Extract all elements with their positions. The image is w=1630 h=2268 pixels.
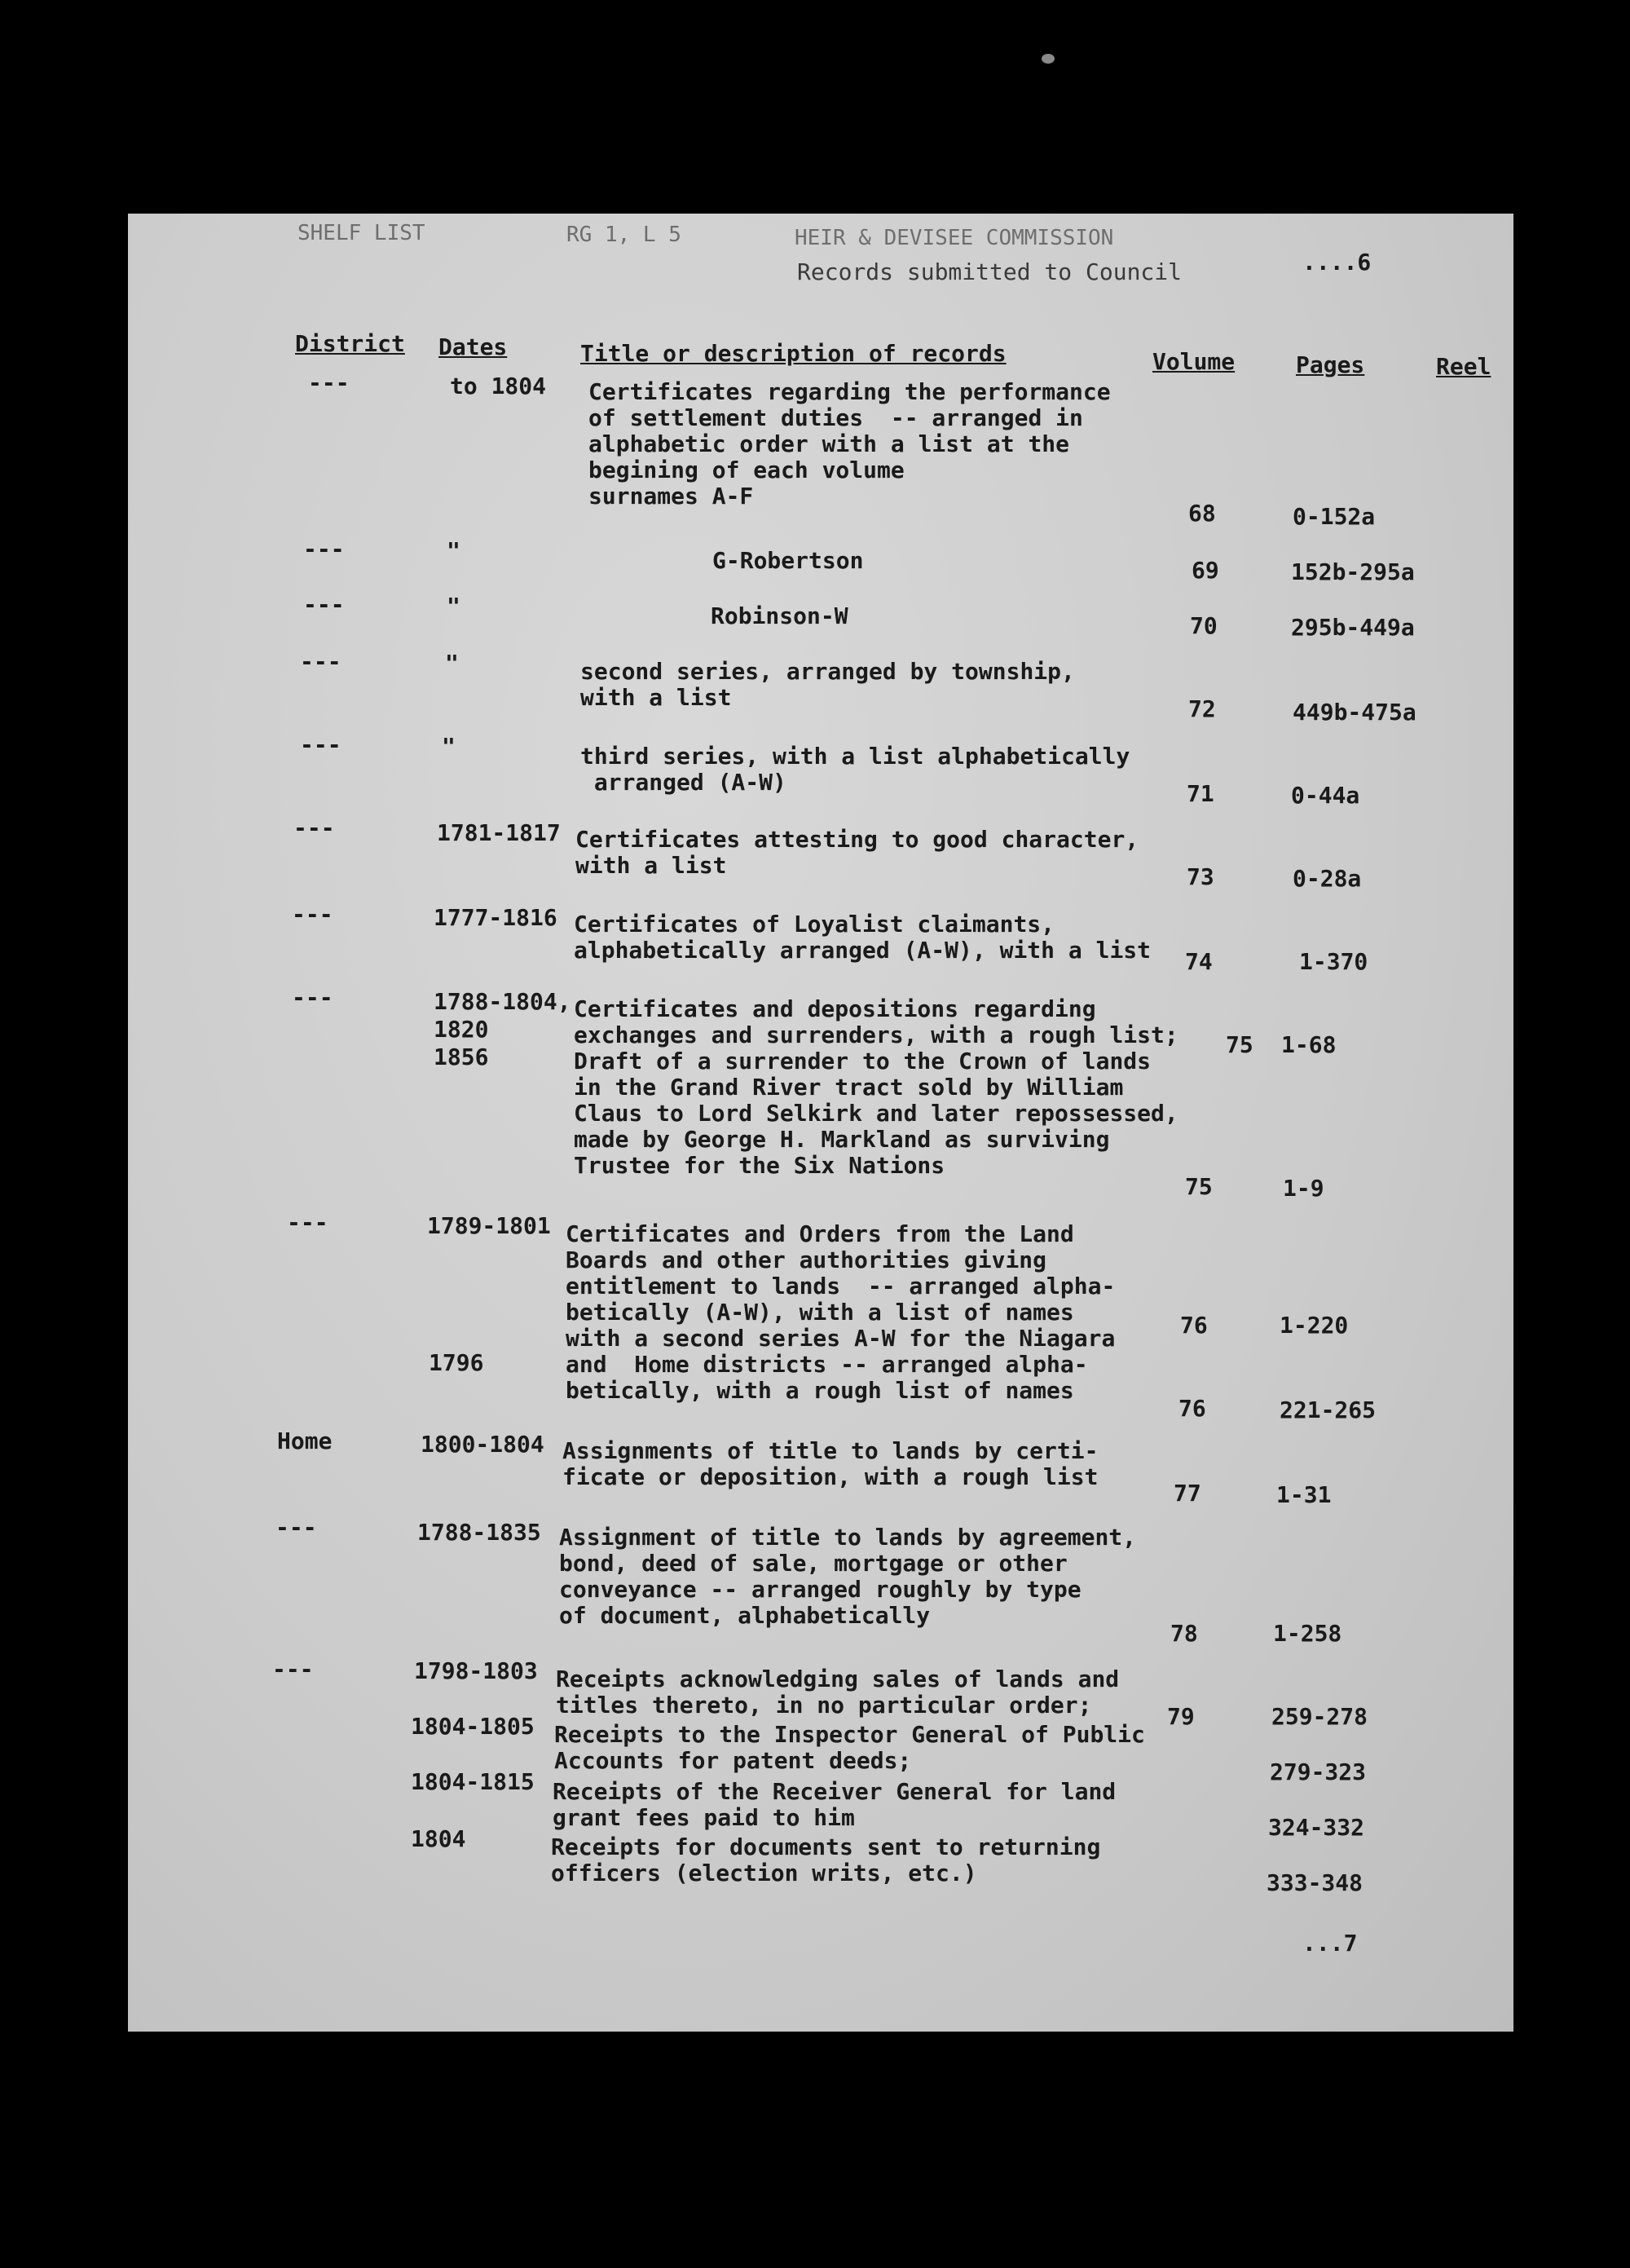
volume-cell: 70 [1190, 612, 1218, 639]
pages-cell: 295b-449a [1291, 614, 1415, 641]
pages-cell: 1-31 [1276, 1481, 1332, 1508]
description-cell: second series, arranged by township, with a list [580, 658, 1075, 711]
volume-cell: 75 [1185, 1173, 1213, 1200]
dates-cell: " [442, 733, 456, 760]
description-cell: Assignment of title to lands by agreement, bond, deed of sale, mortgage or other conveyance -- arranged roughly by type of document, alphabetically [559, 1524, 1137, 1629]
column-header-volume: Volume [1152, 348, 1236, 375]
dates-cell: 1781-1817 [437, 819, 561, 846]
volume-cell: 69 [1192, 557, 1219, 584]
dates-cell: 1804-1815 [411, 1768, 535, 1795]
volume-cell: 76 [1180, 1312, 1208, 1339]
dates-cell: 1789-1801 [427, 1212, 551, 1239]
column-header-title: Title or description of records [580, 340, 1007, 367]
commission-title: HEIR & DEVISEE COMMISSION [795, 226, 1114, 250]
pages-cell: 333-348 [1267, 1869, 1363, 1896]
district-cell: --- [292, 984, 333, 1011]
volume-cell: 76 [1178, 1395, 1206, 1422]
pages-cell: 259-278 [1271, 1703, 1368, 1730]
description-cell: Assignments of title to lands by certi- ficate or deposition, with a rough list [562, 1437, 1099, 1490]
pages-cell: 221-265 [1280, 1397, 1377, 1423]
district-cell: --- [308, 369, 350, 396]
dates-cell: " [447, 593, 460, 620]
column-header-dates: Dates [438, 333, 508, 360]
volume-cell: 73 [1187, 863, 1214, 890]
next-page-marker: ...7 [1302, 1930, 1358, 1957]
district-cell: --- [272, 1656, 314, 1683]
dates-cell: 1798-1803 [414, 1657, 538, 1684]
pages-cell: 0-152a [1293, 503, 1376, 530]
pages-cell: 0-28a [1293, 865, 1362, 892]
description-cell: third series, with a list alphabetically arranged (A-W) [580, 743, 1130, 796]
dates-cell: 1777-1816 [434, 904, 557, 931]
volume-cell: 78 [1170, 1620, 1198, 1647]
dates-cell: 1804-1805 [411, 1713, 535, 1740]
district-cell: --- [292, 901, 333, 928]
pages-cell: 1-258 [1273, 1620, 1342, 1647]
district-cell: Home [277, 1427, 333, 1454]
description-cell: Receipts to the Inspector General of Public Accounts for patent deeds; [554, 1721, 1145, 1774]
description-cell: Receipts of the Receiver General for land grant fees paid to him [553, 1778, 1117, 1831]
dates-cell: " [447, 537, 460, 564]
district-cell: --- [287, 1209, 328, 1236]
district-cell: --- [300, 731, 341, 758]
district-cell: --- [303, 591, 345, 618]
pages-cell: 324-332 [1268, 1814, 1365, 1841]
volume-cell: 72 [1188, 695, 1216, 722]
pages-cell: 449b-475a [1293, 699, 1416, 726]
description-cell: Certificates of Loyalist claimants, alphabetically arranged (A-W), with a list [574, 911, 1152, 964]
description-cell: Certificates and Orders from the Land Boards and other authorities giving entitlement to lands -- arranged alpha- betically (A-W), with a list of names with a second series A-W for the Niagara and Home districts -- arranged alpha- betically, with a rough list of names [566, 1220, 1116, 1404]
district-cell: --- [293, 814, 335, 841]
dates-cell: 1804 [411, 1825, 466, 1852]
record-group-reference: RG 1, L 5 [566, 223, 681, 247]
pages-cell: 152b-295a [1291, 558, 1415, 585]
volume-cell: 68 [1188, 500, 1216, 527]
district-cell: --- [303, 536, 345, 563]
pages-cell: 0-44a [1291, 782, 1360, 809]
pages-cell: 1-9 [1283, 1175, 1324, 1202]
volume-cell: 74 [1185, 948, 1213, 975]
description-cell: Certificates attesting to good character, with a list [575, 826, 1139, 879]
column-header-reel: Reel [1436, 353, 1491, 380]
header-subtitle: Records submitted to Council [797, 258, 1183, 285]
description-cell: Robinson-W [711, 602, 848, 629]
description-cell: Certificates and depositions regarding exchanges and surrenders, with a rough list; Draft of a surrender to the Crown of lands in the Grand River tract sold by William Claus to Lord Selkirk and later repossessed, made by George H. Markland as surviving Trustee for the Six Nations [574, 995, 1178, 1179]
pages-cell: 1-220 [1280, 1312, 1349, 1339]
district-cell: --- [300, 648, 341, 675]
pages-cell: 279-323 [1270, 1758, 1367, 1785]
dates-cell: 1788-1835 [417, 1519, 541, 1546]
description-cell: Certificates regarding the performance of settlement duties -- arranged in alphabetic order with a list at the begining of each volume surnames A-F [588, 378, 1111, 510]
column-header-pages: Pages [1296, 351, 1365, 378]
dates-cell: 1788-1804, 1820 1856 [434, 988, 571, 1070]
volume-cell: 75 [1226, 1031, 1253, 1058]
volume-cell: 71 [1187, 780, 1214, 807]
pages-cell: 1-370 [1299, 948, 1368, 975]
pages-cell: 1-68 [1281, 1031, 1337, 1058]
dates-cell: 1796 [429, 1349, 484, 1376]
volume-cell: 77 [1174, 1480, 1201, 1507]
dates-cell: " [445, 650, 459, 677]
description-cell: G-Robertson [712, 547, 864, 574]
column-header-district: District [295, 330, 405, 357]
dates-cell: to 1804 [450, 373, 547, 399]
shelf-list-label: SHELF LIST [297, 221, 425, 245]
description-cell: Receipts for documents sent to returning officers (election writs, etc.) [551, 1833, 1101, 1886]
description-cell: Receipts acknowledging sales of lands and titles thereto, in no particular order; [556, 1666, 1120, 1719]
page-number: ....6 [1302, 249, 1372, 276]
volume-cell: 79 [1167, 1703, 1195, 1730]
dust-speck [1042, 54, 1055, 64]
district-cell: --- [275, 1514, 317, 1541]
dates-cell: 1800-1804 [421, 1431, 544, 1458]
